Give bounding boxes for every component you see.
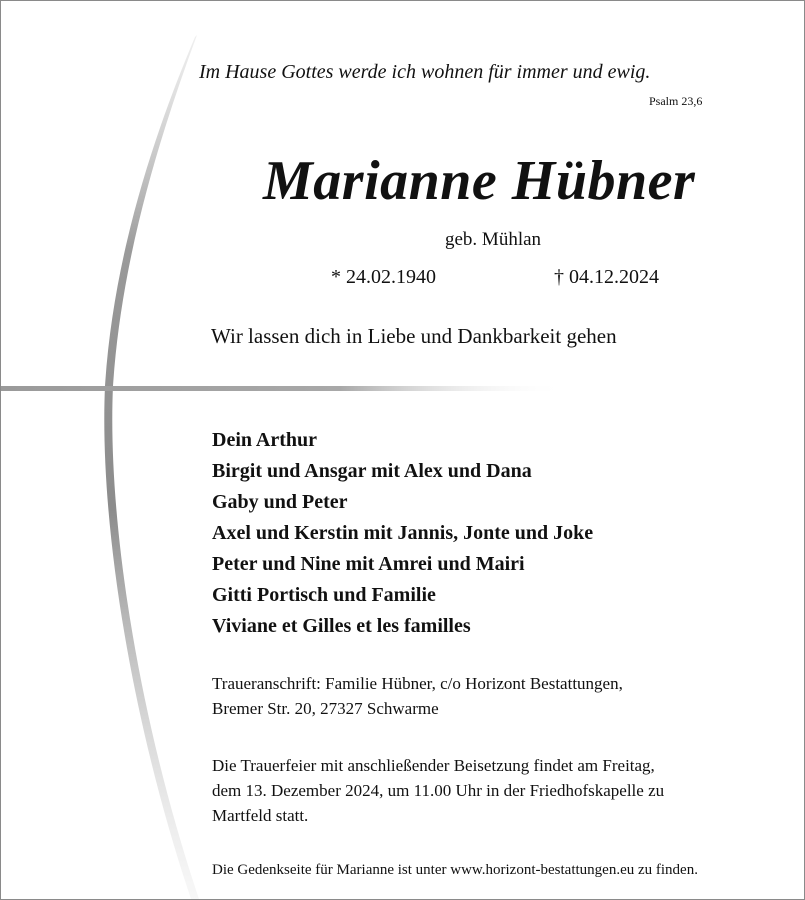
- verse-reference: Psalm 23,6: [649, 94, 703, 108]
- birth-date: * 24.02.1940: [331, 266, 436, 288]
- mourner-entry: Viviane et Gilles et les familles: [212, 615, 471, 637]
- mourning-address: [212, 671, 623, 721]
- mourner-entry: Peter und Nine mit Amrei und Mairi: [212, 553, 525, 575]
- funeral-line: dem 13. Dezember 2024, um 11.00 Uhr in der Friedhofskapelle zu: [212, 781, 665, 800]
- death-date: † 04.12.2024: [554, 266, 659, 288]
- memorial-page-note: Die Gedenkseite für Marianne ist unter www.horizont-bestattungen.eu zu finden.: [212, 862, 698, 878]
- farewell-motto: Wir lassen dich in Liebe und Dankbarkeit gehen: [211, 324, 617, 348]
- funeral-announcement: [212, 753, 664, 828]
- mourner-entry: Dein Arthur: [212, 429, 317, 451]
- deceased-name: Marianne Hübner: [263, 150, 696, 212]
- mourner-entry: Gitti Portisch und Familie: [212, 584, 436, 606]
- address-line: Traueranschrift: Familie Hübner, c/o Horizont Bestattungen,: [212, 674, 623, 693]
- funeral-line: Die Trauerfeier mit anschließender Beisetzung findet am Freitag,: [212, 756, 655, 775]
- address-line: Bremer Str. 20, 27327 Schwarme: [212, 699, 439, 718]
- mourner-entry: Axel und Kerstin mit Jannis, Jonte und Joke: [212, 522, 594, 544]
- mourners-list: [212, 425, 593, 642]
- cross-vertical-stroke: [104, 35, 199, 899]
- funeral-line: Martfeld statt.: [212, 806, 309, 825]
- cross-horizontal-stroke: [1, 386, 566, 391]
- mourner-entry: Birgit und Ansgar mit Alex und Dana: [212, 460, 532, 482]
- birth-name: geb. Mühlan: [445, 229, 542, 250]
- bible-verse: Im Hause Gottes werde ich wohnen für immer und ewig.: [199, 61, 651, 83]
- mourner-entry: Gaby und Peter: [212, 491, 348, 513]
